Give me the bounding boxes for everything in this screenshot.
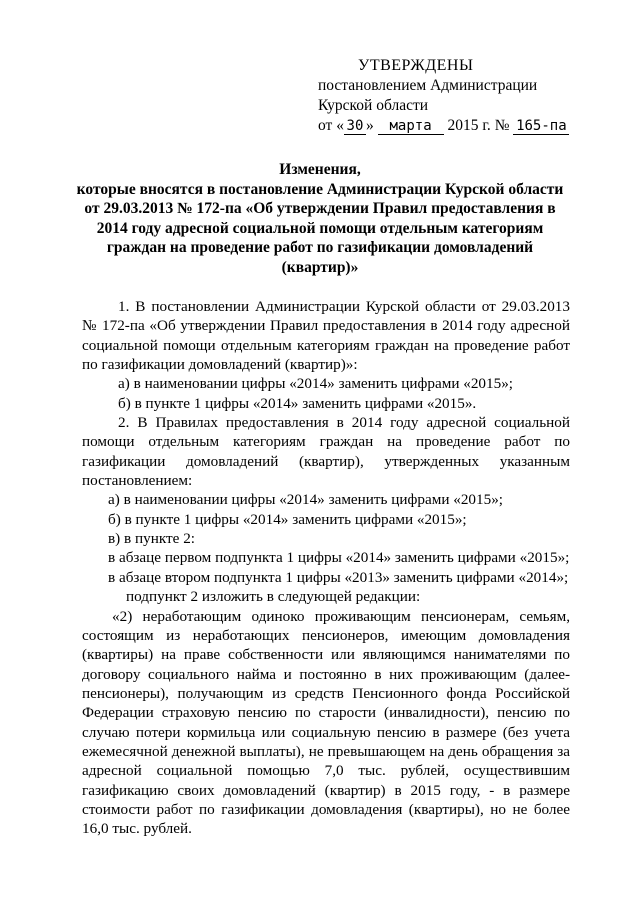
title-line-6: (квартир)» (281, 258, 359, 276)
approval-date-line (318, 116, 569, 136)
paragraph-2c-second: в абзаце втором подпункта 1 цифры «2013» заменить цифрами «2014»; (108, 568, 569, 586)
approval-year: 2015 г. (447, 117, 491, 134)
document-body (82, 297, 570, 839)
date-day-suffix: » (365, 117, 374, 134)
title-line-5: граждан на проведение работ по газификации домовладений (106, 239, 534, 256)
approval-block (318, 56, 569, 136)
title-line-3: от 29.03.2013 № 172-па «Об утверждении Правил предоставления в (84, 200, 556, 217)
paragraph-subitem-2-text: «2) неработающим одиноко проживающим пенсионерам, семьям, состоящим из неработающих пенсионеров, имеющим домовладения (квартиры) на праве собственности или являющимся нанимателями по договору социального найма и постоянно в них проживающим (далее-пенсионеры), получающим из средств Пенсионного фонда Российской Федерации страховую пенсию по старости (инвалидности), пенсию по случаю потери кормильца или социальную пенсию в размере (без учета ежемесячной денежной выплаты), не превышающем на день обращения за адресной социальной помощью 7,0 тыс. рублей, осуществившим газификацию своих домовладений (квартир) в 2015 году, - в размере стоимости работ по газификации домовладения (квартиры), но не более 16,0 тыс. рублей. (82, 607, 570, 838)
title-line-2: которые вносятся в постановление Администрации Курской области (76, 180, 564, 198)
paragraph-2a: а) в наименовании цифры «2014» заменить цифрами «2015»; (108, 491, 504, 509)
number-prefix: № (494, 117, 510, 134)
paragraph-2: 2. В Правилах предоставления в 2014 году адресной социальной помощи отдельным категориям граждан на проведение работ по газификации домовладений (квартир), утвержденных указанным постановлением: (82, 414, 570, 490)
title-line-4: 2014 году адресной социальной помощи отдельным категориям (96, 219, 544, 237)
paragraph-2b: б) в пункте 1 цифры «2014» заменить цифрами «2015»; (108, 510, 467, 528)
approval-number: 165-па (513, 118, 569, 135)
paragraph-subitem-2-intro: подпункт 2 изложить в следующей редакции: (126, 588, 421, 606)
approval-line-2: Курской области (318, 97, 429, 114)
approval-month: марта (378, 118, 444, 135)
title-line-1: Изменения, (279, 161, 361, 178)
paragraph-2c-first: в абзаце первом подпункта 1 цифры «2014» заменить цифрами «2015»; (108, 549, 570, 567)
paragraph-1b: б) в пункте 1 цифры «2014» заменить цифрами «2015». (118, 394, 477, 412)
approval-line-1: постановлением Администрации (318, 77, 538, 94)
approval-day: 30 (344, 118, 366, 135)
paragraph-1: 1. В постановлении Администрации Курской области от 29.03.2013 № 172-па «Об утверждении Правил предоставления в 2014 году адресной социальной помощи отдельным категориям граждан на проведение работ по газификации домовладений (квартир)»: (82, 298, 570, 374)
date-prefix: от « (318, 117, 344, 134)
paragraph-1a: а) в наименовании цифры «2014» заменить цифрами «2015»; (118, 375, 514, 393)
approval-heading: УТВЕРЖДЕНЫ (358, 57, 474, 74)
paragraph-2c: в) в пункте 2: (108, 530, 196, 548)
document-title (60, 160, 580, 277)
